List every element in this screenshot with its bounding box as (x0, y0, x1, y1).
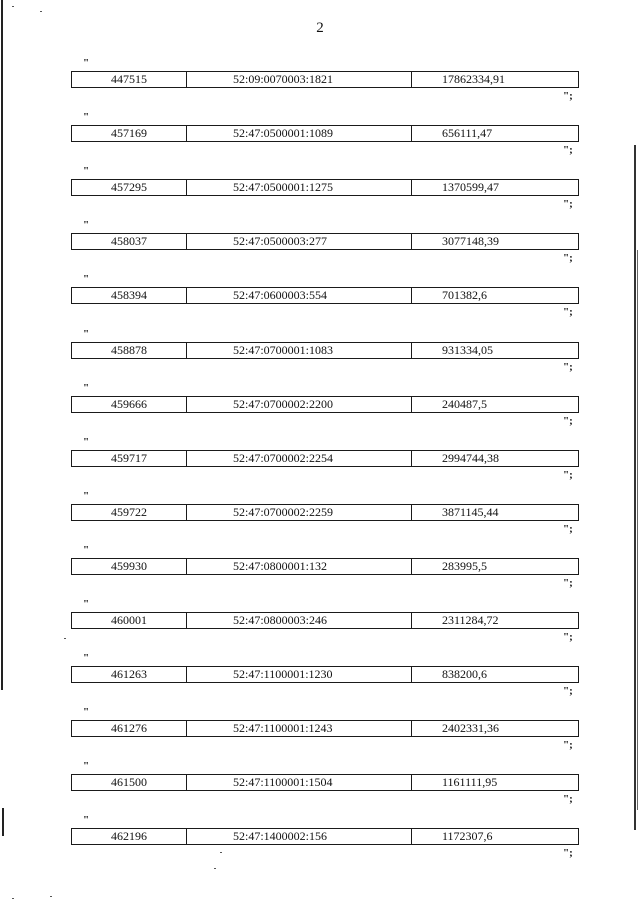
cadastral-number: 52:47:1400002:156 (187, 829, 412, 844)
cadastral-number: 52:47:0500003:277 (187, 234, 412, 249)
cadastral-number: 52:47:0700002:2259 (187, 505, 412, 520)
scan-speck (12, 898, 14, 899)
row-number: 461276 (72, 721, 187, 736)
opening-quote-mark: " (83, 760, 90, 773)
cadastral-number: 52:47:0800001:132 (187, 559, 412, 574)
record-block (0, 707, 640, 761)
closing-quote-mark: "; (563, 576, 573, 589)
cadastral-number: 52:47:1100001:1230 (187, 667, 412, 682)
opening-quote-mark: " (83, 652, 90, 665)
opening-quote-mark: " (83, 543, 90, 556)
row-number: 447515 (72, 72, 187, 87)
row-number: 458878 (72, 343, 187, 358)
record-block (0, 437, 640, 491)
closing-quote-mark: "; (563, 685, 573, 698)
cadastral-value: 17862334,91 (442, 72, 505, 86)
closing-quote-mark: "; (563, 793, 573, 806)
cadastral-number: 52:47:0700002:2254 (187, 451, 412, 466)
closing-quote-mark: "; (563, 198, 573, 211)
table-row (71, 179, 579, 196)
table-row (71, 287, 579, 304)
record-block (0, 815, 640, 869)
page-number: 2 (316, 20, 324, 36)
table-row (71, 71, 579, 88)
table-row (71, 125, 579, 142)
closing-quote-mark: "; (563, 631, 573, 643)
opening-quote-mark: " (83, 598, 90, 610)
opening-quote-mark: " (83, 327, 90, 340)
table-row (71, 828, 579, 845)
record-block (0, 220, 640, 274)
table-row (71, 233, 579, 250)
scan-speck (12, 6, 14, 7)
opening-quote-mark: " (83, 814, 90, 827)
row-number: 459930 (72, 559, 187, 574)
row-number: 461500 (72, 775, 187, 790)
opening-quote-mark: " (83, 489, 90, 502)
record-block (0, 599, 640, 653)
closing-quote-mark: "; (563, 306, 573, 319)
closing-quote-mark: "; (563, 360, 573, 373)
cadastral-value: 931334,05 (442, 342, 493, 357)
table-row (71, 504, 579, 521)
cadastral-value: 2994744,38 (442, 450, 499, 465)
closing-quote-mark: "; (563, 522, 573, 535)
row-number: 458037 (72, 234, 187, 249)
cadastral-value: 2311284,72 (442, 613, 499, 627)
cadastral-number: 52:47:1100001:1504 (187, 775, 412, 790)
table-row (71, 558, 579, 575)
opening-quote-mark: " (83, 219, 90, 232)
closing-quote-mark: "; (563, 468, 573, 481)
closing-quote-mark: "; (563, 252, 573, 265)
row-number: 459666 (72, 397, 187, 412)
closing-quote-mark: "; (563, 847, 573, 860)
cadastral-number: 52:47:0500001:1089 (187, 126, 412, 141)
cadastral-value: 3871145,44 (442, 504, 499, 519)
record-block (0, 653, 640, 707)
cadastral-number: 52:47:0700002:2200 (187, 397, 412, 412)
opening-quote-mark: " (83, 57, 90, 69)
opening-quote-mark: " (83, 381, 90, 394)
closing-quote-mark: "; (563, 90, 573, 102)
cadastral-number: 52:47:0700001:1083 (187, 343, 412, 358)
row-number: 458394 (72, 288, 187, 303)
closing-quote-mark: "; (563, 144, 573, 157)
scan-speck (40, 11, 42, 12)
cadastral-number: 52:47:0800003:246 (187, 613, 412, 628)
row-number: 459722 (72, 505, 187, 520)
row-number: 460001 (72, 613, 187, 628)
opening-quote-mark: " (83, 706, 90, 719)
row-number: 457169 (72, 126, 187, 141)
record-block (0, 491, 640, 545)
cadastral-number: 52:47:1100001:1243 (187, 721, 412, 736)
scan-speck (64, 638, 66, 639)
row-number: 459717 (72, 451, 187, 466)
row-number: 457295 (72, 180, 187, 195)
closing-quote-mark: "; (563, 739, 573, 752)
cadastral-value: 1370599,47 (442, 180, 499, 195)
cadastral-value: 283995,5 (442, 558, 487, 573)
record-block (0, 274, 640, 328)
table-row (71, 612, 579, 629)
opening-quote-mark: " (83, 111, 90, 124)
row-number: 461263 (72, 667, 187, 682)
record-block (0, 545, 640, 599)
opening-quote-mark: " (83, 273, 90, 286)
cadastral-value: 240487,5 (442, 396, 487, 411)
table-row (71, 342, 579, 359)
record-block (0, 329, 640, 383)
cadastral-number: 52:09:0070003:1821 (187, 72, 412, 87)
table-row (71, 720, 579, 737)
cadastral-value: 3077148,39 (442, 234, 499, 249)
record-block (0, 761, 640, 815)
cadastral-value: 701382,6 (442, 288, 487, 303)
record-block (0, 58, 640, 112)
table-row (71, 666, 579, 683)
scan-speck (220, 852, 222, 853)
table-row (71, 396, 579, 413)
record-block (0, 383, 640, 437)
table-row (71, 774, 579, 791)
scan-speck (50, 896, 52, 897)
scan-speck (214, 868, 216, 869)
cadastral-number: 52:47:0600003:554 (187, 288, 412, 303)
cadastral-value: 2402331,36 (442, 721, 499, 736)
table-row (71, 450, 579, 467)
cadastral-number: 52:47:0500001:1275 (187, 180, 412, 195)
record-block (0, 112, 640, 166)
opening-quote-mark: " (83, 435, 90, 448)
record-block (0, 166, 640, 220)
cadastral-value: 1172307,6 (442, 829, 493, 844)
cadastral-value: 656111,47 (442, 126, 493, 141)
cadastral-value: 838200,6 (442, 667, 487, 682)
cadastral-value: 1161111,95 (442, 775, 498, 790)
opening-quote-mark: " (83, 165, 90, 178)
closing-quote-mark: "; (563, 414, 573, 427)
row-number: 462196 (72, 829, 187, 844)
